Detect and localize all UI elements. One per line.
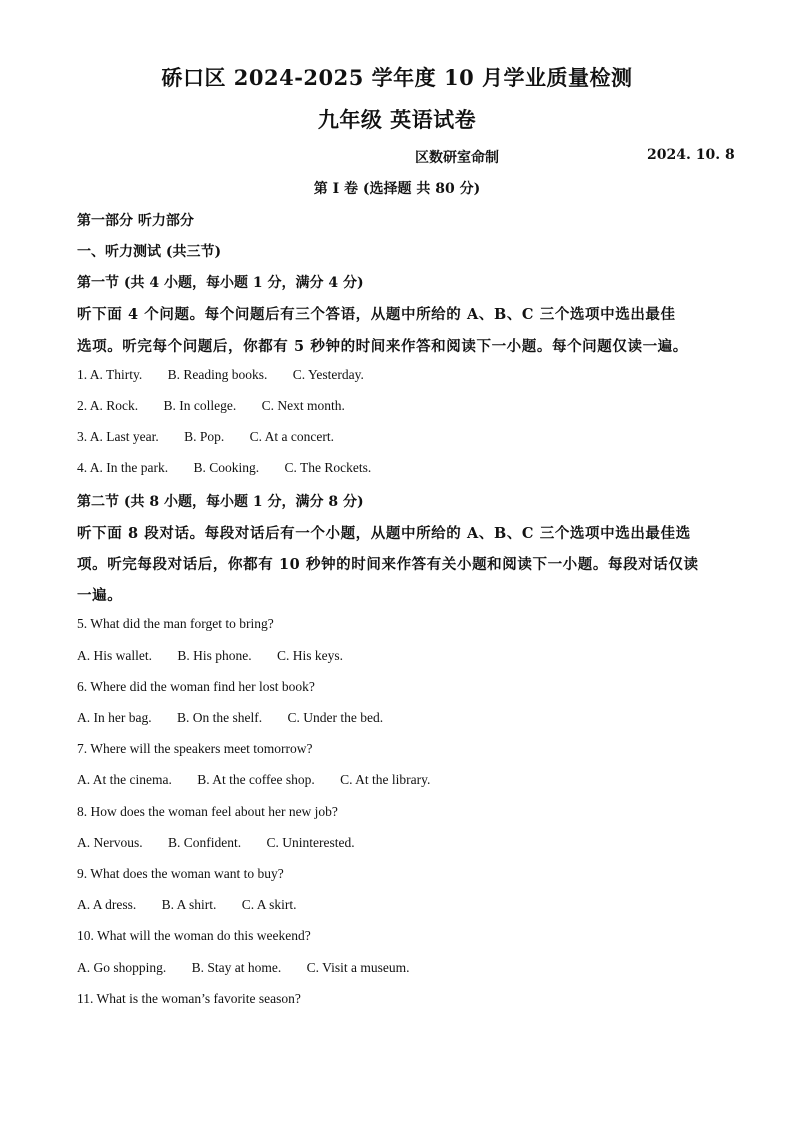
section1-instruction-line1: 听下面 4 个问题。每个问题后有三个答语，从题中所给的 A、B、C 三个选项中选出最佳: [77, 306, 676, 323]
option: B. A shirt.: [161, 897, 217, 912]
section2-instruction-line2: 项。听完每段对话后，你都有 10 秒钟的时间来作答有关小题和阅读下一小题。每段对话仅读: [77, 556, 699, 573]
option: A. Nervous.: [77, 835, 143, 850]
question-11-stem: 11. What is the woman’s favorite season?: [77, 991, 301, 1006]
question-5-stem: 5. What did the man forget to bring?: [77, 616, 274, 631]
question-7-stem: 7. Where will the speakers meet tomorrow?: [77, 741, 313, 756]
question-4: [77, 460, 371, 476]
question-9-options: [77, 897, 297, 913]
question-10-stem: 10. What will the woman do this weekend?: [77, 928, 311, 943]
part-heading: 第一部分 听力部分: [77, 213, 194, 229]
option: B. In college.: [163, 398, 237, 413]
option: A. His wallet.: [77, 648, 152, 663]
option: A. A dress.: [77, 897, 137, 912]
exam-subtitle: 九年级 英语试卷: [317, 107, 477, 132]
section2-instruction-line3: 一遍。: [77, 587, 123, 604]
question-8-stem: 8. How does the woman feel about her new job?: [77, 804, 338, 819]
option: A. Go shopping.: [77, 960, 167, 975]
section-heading: 一、听力测试 (共三节): [77, 244, 222, 260]
question-7-options: [77, 772, 430, 788]
volume-heading: 第 I 卷 (选择题 共 80 分): [313, 181, 481, 197]
option: C. Next month.: [261, 398, 345, 413]
question-5-options: [77, 648, 343, 664]
option: 1. A. Thirty.: [77, 367, 143, 382]
question-3: [77, 429, 334, 445]
option: B. Pop.: [184, 429, 225, 444]
option: C. Uninterested.: [266, 835, 355, 850]
option: 4. A. In the park.: [77, 460, 169, 475]
question-6-options: [77, 710, 383, 726]
option: C. Visit a museum.: [306, 960, 410, 975]
option: C. His keys.: [277, 648, 344, 663]
exam-date: 2024. 10. 8: [647, 147, 735, 163]
option: B. Reading books.: [167, 367, 268, 382]
section1-instruction-line2: 选项。听完每个问题后，你都有 5 秒钟的时间来作答和阅读下一小题。每个问题仅读一遍。: [77, 338, 688, 355]
question-8-options: [77, 835, 355, 851]
option: A. In her bag.: [77, 710, 152, 725]
question-10-options: [77, 960, 409, 976]
option: B. Cooking.: [193, 460, 260, 475]
question-9-stem: 9. What does the woman want to buy?: [77, 866, 284, 881]
section2-instruction-line1: 听下面 8 段对话。每段对话后有一个小题，从题中所给的 A、B、C 三个选项中选出最佳选: [77, 525, 691, 542]
section2-heading: 第二节 (共 8 小题，每小题 1 分，满分 8 分): [77, 494, 364, 510]
option: C. A skirt.: [241, 897, 297, 912]
option: C. Yesterday.: [292, 367, 364, 382]
option: C. At the library.: [340, 772, 431, 787]
option: C. Under the bed.: [287, 710, 384, 725]
option: A. At the cinema.: [77, 772, 172, 787]
option: C. The Rockets.: [284, 460, 372, 475]
option: C. At a concert.: [249, 429, 334, 444]
question-1: [77, 367, 364, 383]
option: 3. A. Last year.: [77, 429, 159, 444]
option: B. On the shelf.: [176, 710, 263, 725]
option: B. Stay at home.: [191, 960, 282, 975]
option: B. At the coffee shop.: [197, 772, 315, 787]
option: B. Confident.: [168, 835, 242, 850]
question-6-stem: 6. Where did the woman find her lost book?: [77, 679, 315, 694]
option: 2. A. Rock.: [77, 398, 139, 413]
section1-heading: 第一节 (共 4 小题，每小题 1 分，满分 4 分): [77, 275, 364, 291]
organizer: 区数研室命制: [415, 150, 499, 166]
question-2: [77, 398, 345, 414]
exam-title: 硚口区 2024-2025 学年度 10 月学业质量检测: [161, 65, 633, 90]
option: B. His phone.: [177, 648, 252, 663]
